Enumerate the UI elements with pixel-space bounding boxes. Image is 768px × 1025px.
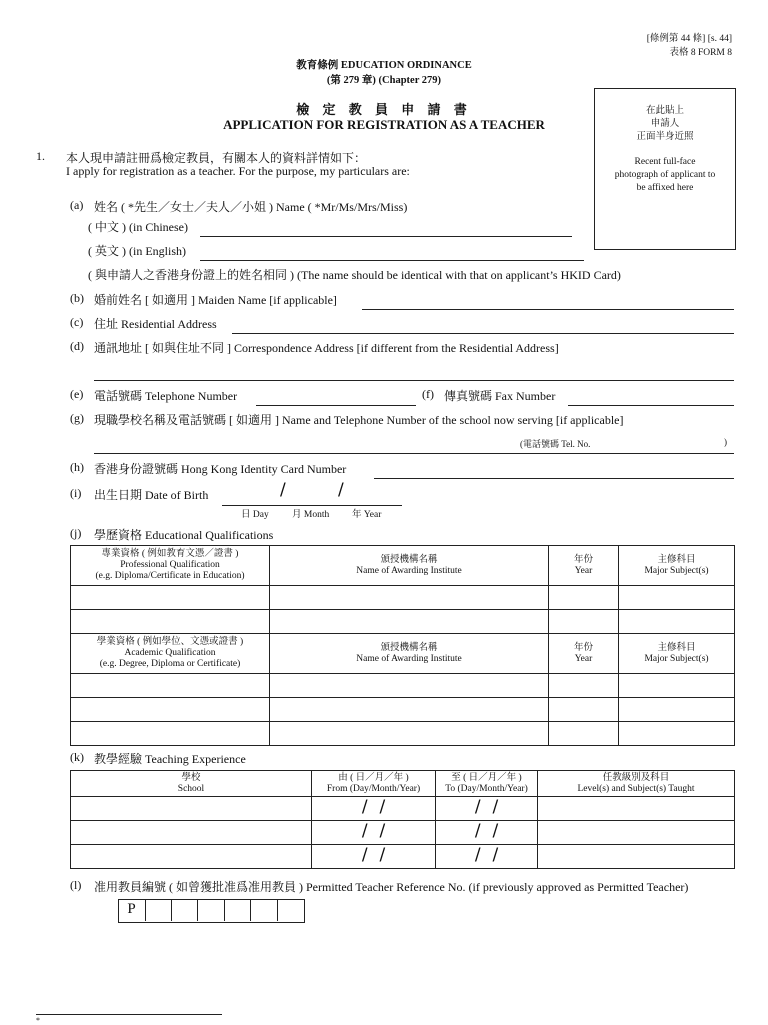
- table-row[interactable]: [71, 722, 735, 746]
- table-row[interactable]: / / / /: [71, 821, 735, 845]
- photo-box[interactable]: [594, 88, 736, 250]
- correspondence-address-label: 通訊地址 [ 如與住址不同 ] Correspondence Address [if different from the Residential Address]: [94, 341, 559, 355]
- fax-label: 傳真號碼 Fax Number: [444, 389, 556, 403]
- photo-en-3: be affixed here: [636, 183, 694, 193]
- form-number: 表格 8 FORM 8: [669, 48, 732, 58]
- header-year: 年份 Year: [549, 546, 619, 586]
- chapter-title: (第 279 章) (Chapter 279): [326, 75, 442, 86]
- intro-en: I apply for registration as a teacher. For the purpose, my particulars are:: [66, 164, 410, 178]
- dob-slash-2: /: [338, 480, 344, 500]
- qualifications-label: 學歷資格 Educational Qualifications: [94, 528, 274, 542]
- field-i-label: (i): [70, 486, 82, 500]
- table-header-row: [71, 634, 735, 674]
- footnote-mark: *: [36, 1016, 40, 1025]
- dob-day-label: 日 Day: [241, 510, 269, 520]
- name-chinese-input[interactable]: [200, 236, 572, 237]
- field-a-label: (a): [70, 198, 84, 212]
- correspondence-address-input[interactable]: [94, 380, 734, 381]
- section-number: 1.: [36, 149, 45, 163]
- photo-zh-3: 正面半身近照: [636, 132, 694, 142]
- photo-zh-2: 申請人: [650, 119, 680, 129]
- field-g-label: (g): [70, 411, 84, 425]
- header-professional: 專業資格 ( 例如教育文憑／證書 ) Professional Qualification (e.g. Diploma/Certificate in Education): [71, 546, 270, 586]
- field-j-label: (j): [70, 526, 82, 540]
- header-school: 學校 School: [71, 771, 312, 797]
- teaching-experience-label: 教學經驗 Teaching Experience: [94, 752, 246, 766]
- professional-qualification-table: [70, 545, 735, 746]
- header-level: 任教級別及科目 Level(s) and Subject(s) Taught: [538, 771, 735, 797]
- footnote-divider: [36, 1014, 222, 1015]
- school-tel-close: ): [724, 437, 727, 447]
- header-major: 主修科目 Major Subject(s): [619, 634, 735, 674]
- field-h-label: (h): [70, 460, 84, 474]
- header-major: 主修科目 Major Subject(s): [619, 546, 735, 586]
- name-note: ( 與申請人之香港身份證上的姓名相同 ) (The name should be identical with that on applicant’s HKID Card): [88, 268, 621, 282]
- header-from: 由 ( 日／月／年 ) From (Day/Month/Year): [312, 771, 436, 797]
- residential-address-input[interactable]: [232, 333, 734, 334]
- field-k-label: (k): [70, 750, 84, 764]
- intro-zh: 本人現申請註冊爲檢定教員，有關本人的資料詳情如下：: [66, 151, 367, 165]
- telephone-label: 電話號碼 Telephone Number: [94, 389, 238, 403]
- school-label: 現職學校名稱及電話號碼 [ 如適用 ] Name and Telephone Number of the school now serving [if applicable]: [94, 413, 624, 427]
- hkid-label: 香港身份證號碼 Hong Kong Identity Card Number: [94, 462, 347, 476]
- dob-label: 出生日期 Date of Birth: [94, 488, 209, 502]
- maiden-name-label: 婚前姓名 [ 如適用 ] Maiden Name [if applicable]: [94, 293, 337, 307]
- school-input[interactable]: [94, 453, 734, 454]
- header-year: 年份 Year: [549, 634, 619, 674]
- hkid-input[interactable]: [374, 478, 734, 479]
- photo-en-2: photograph of applicant to: [614, 170, 716, 180]
- table-row[interactable]: [71, 586, 735, 610]
- ordinance-title: 教育條例 EDUCATION ORDINANCE: [296, 60, 472, 71]
- photo-zh-1: 在此貼上: [645, 106, 684, 116]
- dob-year-label: 年 Year: [352, 510, 382, 520]
- permitted-ref-prefix: P: [127, 901, 136, 917]
- table-header-row: [71, 771, 735, 797]
- photo-en-1: Recent full-face: [634, 157, 696, 167]
- header-academic: 學業資格 ( 例如學位、文憑或證書 ) Academic Qualification (e.g. Degree, Diploma or Certificate): [71, 634, 270, 674]
- dob-month-label: 月 Month: [292, 510, 330, 520]
- table-header-row: [71, 546, 735, 586]
- table-row[interactable]: [71, 698, 735, 722]
- fax-input[interactable]: [568, 405, 734, 406]
- permitted-teacher-label: 准用教員編號 ( 如曾獲批准爲准用教員 ) Permitted Teacher Reference No. (if previously approved as Permitted Teacher): [94, 880, 689, 894]
- field-f-label: (f): [422, 387, 434, 401]
- field-e-label: (e): [70, 387, 84, 401]
- name-chinese-label: ( 中文 ) (in Chinese): [88, 220, 188, 234]
- school-tel-label: (電話號碼 Tel. No.: [520, 439, 591, 449]
- maiden-name-input[interactable]: [362, 309, 734, 310]
- ordinance-section-ref: [條例第 44 條] [s. 44]: [646, 34, 732, 44]
- header-institute: 頒授機構名稱 Name of Awarding Institute: [270, 546, 549, 586]
- table-row[interactable]: [71, 610, 735, 634]
- table-row[interactable]: / / / /: [71, 797, 735, 821]
- form-title-en: APPLICATION FOR REGISTRATION AS A TEACHER: [223, 117, 545, 132]
- header-institute: 頒授機構名稱 Name of Awarding Institute: [270, 634, 549, 674]
- teaching-experience-table: [70, 770, 735, 869]
- field-c-label: (c): [70, 315, 84, 329]
- field-d-label: (d): [70, 339, 84, 353]
- table-row[interactable]: / / / /: [71, 845, 735, 869]
- field-b-label: (b): [70, 291, 84, 305]
- telephone-input[interactable]: [256, 405, 416, 406]
- residential-address-label: 住址 Residential Address: [94, 317, 217, 331]
- section-reference: [647, 30, 732, 58]
- table-row[interactable]: [71, 674, 735, 698]
- dob-slash-1: /: [280, 480, 286, 500]
- field-l-label: (l): [70, 878, 82, 892]
- header-to: 至 ( 日／月／年 ) To (Day/Month/Year): [436, 771, 538, 797]
- name-english-label: ( 英文 ) (in English): [88, 244, 186, 258]
- name-title-label: 姓名 ( *先生／女士／夫人／小姐 ) Name ( *Mr/Ms/Mrs/Miss): [94, 200, 408, 214]
- form-title-zh: 檢 定 教 員 申 請 書: [296, 102, 472, 117]
- name-english-input[interactable]: [200, 260, 584, 261]
